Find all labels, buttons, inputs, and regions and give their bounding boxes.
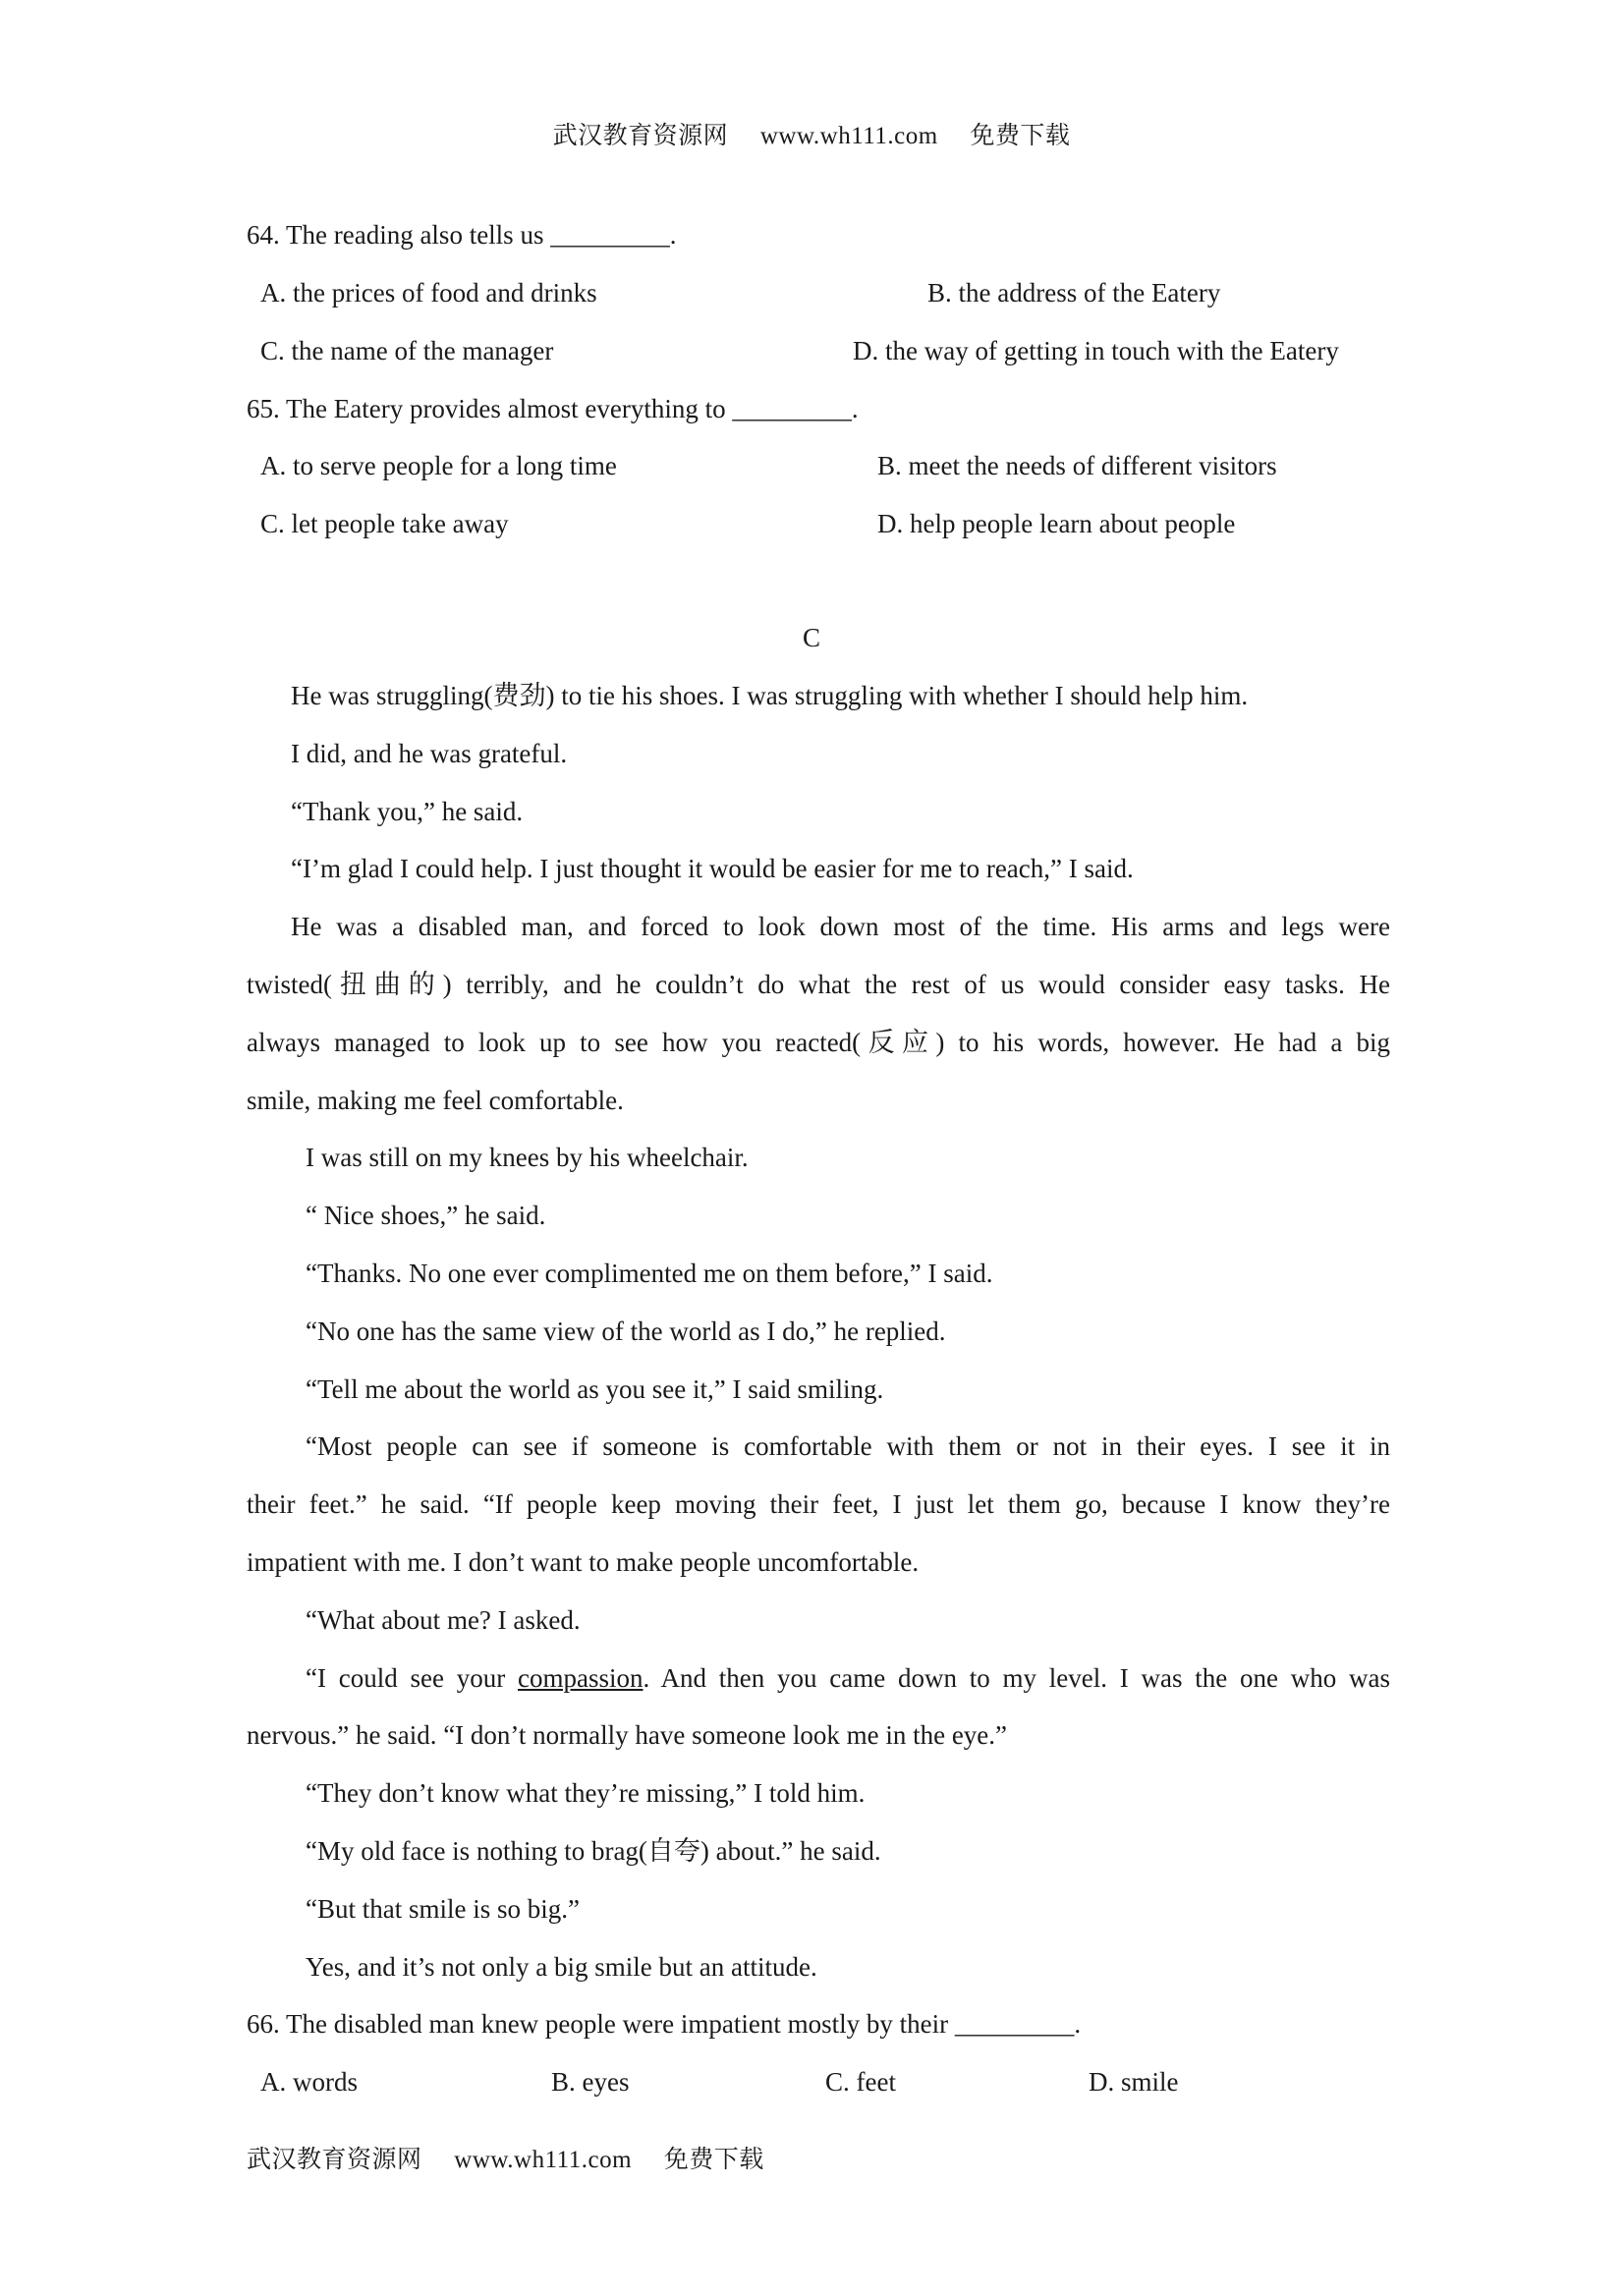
q65-option-b: B. meet the needs of different visitors — [877, 451, 1277, 480]
passage-paragraph: “No one has the same view of the world as I do,” he replied. — [306, 1316, 946, 1346]
passage-paragraph: I was still on my knees by his wheelchair. — [306, 1143, 749, 1172]
q64-option-c: C. the name of the manager — [260, 336, 554, 365]
passage-line: impatient with me. I don’t want to make people uncomfortable. — [247, 1547, 920, 1577]
q65-option-c: C. let people take away — [260, 509, 509, 538]
underlined-word: compassion — [517, 1663, 644, 1693]
q65-option-d: D. help people learn about people — [877, 509, 1236, 538]
page-footer — [247, 2140, 764, 2175]
passage-paragraph: “Thank you,” he said. — [291, 797, 524, 826]
header-url: www.wh111.com — [759, 123, 938, 149]
q66-option-d: D. smile — [1089, 2067, 1179, 2097]
passage-line: nervous.” he said. “I don’t normally have someone look me in the eye.” — [247, 1720, 1008, 1750]
passage-line: twisted(扭曲的) terribly, and he couldn’t do what the rest of us would consider easy tasks. He — [247, 970, 1390, 999]
section-title: C — [802, 623, 820, 652]
page-header — [0, 116, 1623, 151]
passage-line — [306, 1661, 1390, 1695]
passage-paragraph: “My old face is nothing to brag(自夸) about.” he said. — [306, 1836, 881, 1866]
passage-paragraph: Yes, and it’s not only a big smile but an attitude. — [306, 1952, 817, 1982]
passage-paragraph: He was struggling(费劲) to tie his shoes. I was struggling with whether I should help him. — [291, 681, 1249, 710]
q64-option-a: A. the prices of food and drinks — [260, 278, 597, 308]
q66-option-b: B. eyes — [551, 2067, 630, 2097]
passage-paragraph: “What about me? I asked. — [306, 1605, 581, 1635]
q66-option-c: C. feet — [825, 2067, 896, 2097]
passage-line: “Most people can see if someone is comfortable with them or not in their eyes. I see it in — [306, 1431, 1390, 1461]
passage-line: their feet.” he said. “If people keep moving their feet, I just let them go, because I know they’re — [247, 1489, 1390, 1519]
passage-line: always managed to look up to see how you reacted(反应) to his words, however. He had a big — [247, 1028, 1390, 1057]
passage-paragraph: “Thanks. No one ever complimented me on them before,” I said. — [306, 1259, 993, 1288]
q64-option-d: D. the way of getting in touch with the Eatery — [853, 336, 1339, 365]
passage-paragraph: “ Nice shoes,” he said. — [306, 1201, 546, 1230]
q64-stem: 64. The reading also tells us _________. — [247, 220, 677, 250]
passage-line: smile, making me feel comfortable. — [247, 1086, 624, 1115]
passage-paragraph: “But that smile is so big.” — [306, 1894, 580, 1924]
passage-paragraph: “I’m glad I could help. I just thought it would be easier for me to reach,” I said. — [291, 854, 1134, 883]
passage-paragraph: I did, and he was grateful. — [291, 739, 568, 768]
passage-text: . And then you came down to my level. I was the one who was — [643, 1663, 1391, 1693]
q66-stem: 66. The disabled man knew people were impatient mostly by their _________. — [247, 2009, 1082, 2039]
passage-paragraph: “Tell me about the world as you see it,” I said smiling. — [306, 1374, 884, 1404]
footer-download: 免费下载 — [663, 2147, 764, 2173]
footer-site-name: 武汉教育资源网 — [247, 2147, 422, 2173]
passage-paragraph: “They don’t know what they’re missing,” I told him. — [306, 1778, 866, 1808]
header-site-name: 武汉教育资源网 — [552, 123, 729, 149]
q64-option-b: B. the address of the Eatery — [927, 278, 1221, 308]
passage-line: He was a disabled man, and forced to look down most of the time. His arms and legs were — [291, 912, 1390, 941]
q66-option-a: A. words — [260, 2067, 358, 2097]
passage-text: “I could see your — [306, 1663, 518, 1693]
footer-url: www.wh111.com — [454, 2147, 633, 2173]
q65-option-a: A. to serve people for a long time — [260, 451, 617, 480]
q65-stem: 65. The Eatery provides almost everything to _________. — [247, 394, 859, 423]
header-download: 免费下载 — [970, 123, 1071, 149]
